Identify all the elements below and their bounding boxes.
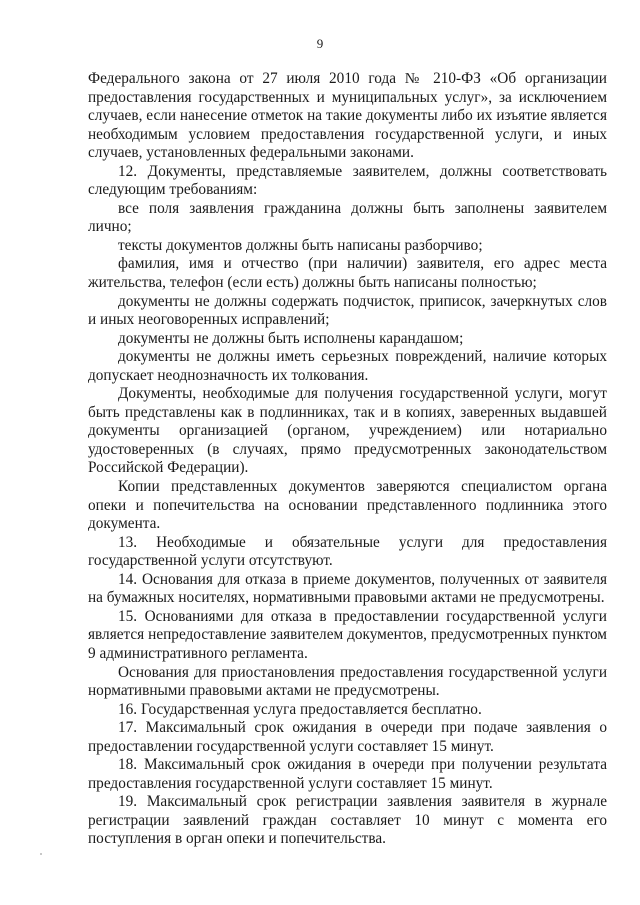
paragraph-item-17: 17. Максимальный срок ожидания в очереди при подаче заявления о предоставлении государственной услуги составляет 15 минут.: [88, 719, 607, 755]
paragraph-suspension-grounds: Основания для приостановления предоставления государственной услуги нормативными правовыми актами не предусмотрены.: [88, 663, 607, 700]
requirement-no-erasures: документы не должны содержать подчисток, приписок, зачеркнутых слов и иных неоговоренных исправлений;: [88, 292, 607, 329]
paragraph-item-18: 18. Максимальный срок ожидания в очереди при получении результата предоставления государственной услуги составляет 15 минут.: [88, 756, 607, 792]
scan-speck: [40, 853, 42, 855]
document-body: [88, 70, 607, 849]
paragraph-copies-certified: Копии представленных документов заверяются специалистом органа опеки и попечительства на основании представленного подлинника этого документа.: [88, 478, 607, 533]
paragraph-item-15: 15. Основаниями для отказа в предоставлении государственной услуги является непредоставление заявителем документов, предусмотренных пунктом 9 административного регламента.: [88, 607, 607, 662]
requirement-no-pencil: документы не должны быть исполнены карандашом;: [118, 329, 464, 347]
paragraph-continuation-210fz: Федерального закона от 27 июля 2010 года № 210-ФЗ «Об организации предоставления государственных и муниципальных услуг», за исключением случаев, если нанесение отметок на такие документы либо их изъятие является необходимым условием предоставления государственной услуги, и иных случаев, установленных федеральными законами.: [88, 70, 607, 162]
paragraph-item-12: 12. Документы, представляемые заявителем, должны соответствовать следующим требованиям:: [88, 162, 607, 199]
requirement-full-name-address: фамилия, имя и отчество (при наличии) заявителя, его адрес места жительства, телефон (если есть) должны быть написаны полностью;: [88, 255, 607, 292]
paragraph-item-16: 16. Государственная услуга предоставляется бесплатно.: [118, 700, 482, 718]
requirement-no-damage: документы не должны иметь серьезных повреждений, наличие которых допускает неоднозначность их толкования.: [88, 348, 607, 384]
paragraph-item-13: 13. Необходимые и обязательные услуги для предоставления государственной услуги отсутствуют.: [88, 533, 607, 570]
page-number: 9: [316, 36, 324, 51]
paragraph-item-14: 14. Основания для отказа в приеме документов, полученных от заявителя на бумажных носителях, нормативными правовыми актами не предусмотрены.: [88, 570, 607, 607]
requirement-fields-filled: все поля заявления гражданина должны быть заполнены заявителем лично;: [88, 199, 607, 236]
requirement-legible: тексты документов должны быть написаны разборчиво;: [118, 236, 483, 254]
paragraph-originals-copies: Документы, необходимые для получения государственной услуги, могут быть представлены как в подлинниках, так и в копиях, заверенных выдавшей документы организацией (органом, учреждением) или нотариально удостоверенных (в случаях, прямо предусмотренных законодательством Российской Федерации).: [88, 385, 607, 477]
paragraph-item-19: 19. Максимальный срок регистрации заявления заявителя в журнале регистрации заявлений граждан составляет 10 минут с момента его поступления в орган опеки и попечительства.: [88, 793, 607, 848]
